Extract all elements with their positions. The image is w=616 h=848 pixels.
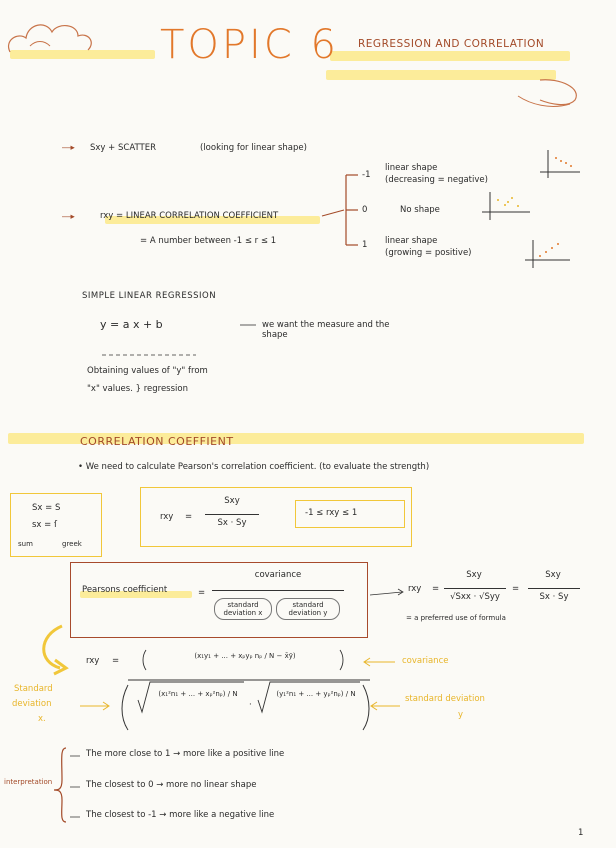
sdx-annotation-1: Standard <box>14 684 53 694</box>
correlation-intro: • We need to calculate Pearson's correlation coefficient. (to evaluate the strength) <box>78 462 430 472</box>
sdx-annotation-3: x. <box>38 714 46 724</box>
formula-den: Sx · Sy <box>217 518 247 528</box>
branch-bottom-value: 1 <box>362 240 368 250</box>
branch-pos-value: -1 <box>362 170 371 180</box>
interpretation-item-3: The closest to -1 → more like a negative line <box>86 810 275 820</box>
big-den-right: (y₁²n₁ + ... + yₚ²nₚ) / N <box>276 690 356 698</box>
arrow-icon: ―▸ <box>62 143 75 153</box>
covariance-word: covariance <box>254 570 302 580</box>
branch-zero-text: No shape <box>400 205 440 215</box>
right-den: √Sxx · √Syy <box>450 592 500 602</box>
regression-note-2: "x" values. } regression <box>87 384 188 394</box>
page-number: 1 <box>578 828 584 838</box>
correlation-heading: CORRELATION COEFFIENT <box>80 435 234 448</box>
regression-note-1: Obtaining values of "y" from <box>87 366 208 376</box>
notation-line-1: Sx = S <box>32 503 61 513</box>
equals-sign: = <box>512 584 520 594</box>
interpretation-item-1: The more close to 1 → more like a positive line <box>86 749 285 759</box>
sxy-note: (looking for linear shape) <box>200 143 307 153</box>
covariance-annotation: covariance <box>402 656 449 666</box>
notation-note-greek: greek <box>62 540 82 548</box>
big-den-left: (x₁²n₁ + ... + xₚ²nₚ) / N <box>158 690 238 698</box>
right-num: Sxy <box>466 570 482 580</box>
page-subtitle: REGRESSION AND CORRELATION <box>358 38 545 50</box>
formula-lhs: rxy <box>160 512 174 522</box>
branch-top-sub: (decreasing = negative) <box>385 175 488 185</box>
rxy-note: = A number between -1 ≤ r ≤ 1 <box>140 236 277 246</box>
page-title: TOPIC 6 <box>160 22 339 68</box>
branch-bottom-text: linear shape <box>385 236 438 246</box>
sdy-annotation-2: y <box>458 710 464 720</box>
regression-equation: y = a x + b <box>100 318 163 331</box>
equals-sign: = <box>198 588 206 598</box>
notation-note-sum: sum <box>18 540 33 548</box>
interpretation-label: interpretation <box>4 778 53 786</box>
notation-line-2: sx = ſ <box>32 520 57 530</box>
arrow-icon: ―▸ <box>62 212 75 222</box>
interpretation-item-2: The closest to 0 → more no linear shape <box>86 780 257 790</box>
right-num-2: Sxy <box>545 570 561 580</box>
sdy-annotation-1: standard deviation <box>405 694 485 704</box>
branch-zero-value: 0 <box>362 205 368 215</box>
range-text: -1 ≤ rxy ≤ 1 <box>305 508 358 518</box>
right-footnote: = a preferred use of formula <box>406 614 506 622</box>
equals-sign: = <box>432 584 440 594</box>
pearson-label: Pearsons coefficient <box>82 585 168 595</box>
regression-aim: we want the measure and the shape <box>262 320 390 340</box>
right-lhs: rxy <box>408 584 422 594</box>
big-num: (x₁y₁ + ... + xₚyₚ nₚ / N − x̄ȳ) <box>194 652 296 660</box>
equals-sign: = <box>185 512 193 522</box>
regression-heading: SIMPLE LINEAR REGRESSION <box>82 291 217 301</box>
formula-num: Sxy <box>224 496 240 506</box>
dot-sign: · <box>249 700 252 710</box>
right-den-2: Sx · Sy <box>539 592 569 602</box>
big-lhs: rxy <box>86 656 100 666</box>
branch-bottom-sub: (growing = positive) <box>385 248 472 258</box>
branch-top-text: linear shape <box>385 163 438 173</box>
sd-x: standard deviation x <box>214 598 272 620</box>
equals-sign: = <box>112 656 120 666</box>
sxy-label: Sxy + SCATTER <box>90 143 156 153</box>
sd-y: standard deviation y <box>276 598 340 620</box>
sdx-annotation-2: deviation <box>12 699 52 709</box>
rxy-label: rxy = LINEAR CORRELATION COEFFICIENT <box>100 211 279 221</box>
